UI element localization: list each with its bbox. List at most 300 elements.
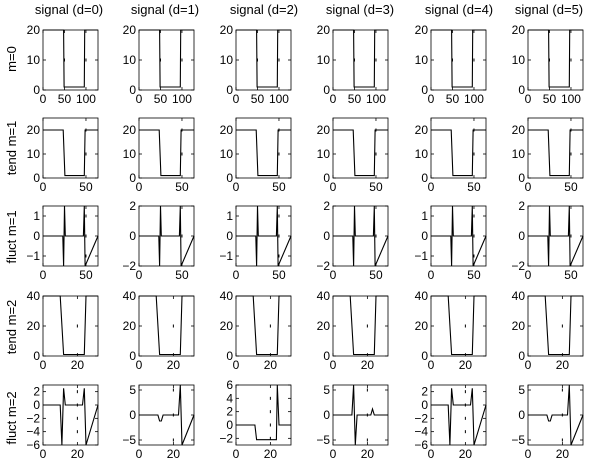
y-tick-label-r5c1-0: −6 — [26, 438, 40, 452]
series-line-r3c6 — [528, 206, 583, 266]
column-title-6: signal (d=5) — [514, 2, 584, 17]
x-tick-label-r1c2-0: 0 — [135, 92, 143, 106]
panel-r5c1 — [26, 385, 98, 461]
y-tick-label-r1c4-1: 10 — [316, 53, 330, 67]
y-tick-label-r3c5-0: −1 — [414, 249, 428, 263]
series-line-r3c4 — [333, 206, 388, 266]
series-line-r4c6 — [528, 296, 583, 355]
x-tick-label-r2c2-1: 50 — [175, 180, 189, 194]
grid-mark-r2c5 — [473, 153, 474, 156]
x-tick-label-r5c2-1: 20 — [166, 447, 181, 461]
series-line-r2c1 — [43, 130, 98, 176]
row-label-5: fluct m=2 — [4, 391, 19, 445]
panel-r2c5 — [415, 118, 486, 194]
panel-frame-r2c1 — [43, 118, 98, 178]
y-tick-label-r3c3-2: 1 — [226, 209, 233, 223]
x-tick-label-r1c3-2: 100 — [268, 92, 289, 106]
y-tick-label-r4c5-0: 0 — [421, 349, 428, 363]
grid-mark-r2c3 — [278, 153, 279, 156]
y-tick-label-r3c3-1: 0 — [226, 229, 233, 243]
series-line-r5c4 — [333, 385, 388, 445]
y-tick-label-r5c1-4: 2 — [33, 384, 40, 399]
y-tick-label-r4c4-1: 20 — [316, 319, 330, 333]
x-tick-label-r3c5-1: 50 — [467, 268, 481, 282]
panel-frame-r2c2 — [139, 118, 194, 178]
series-line-r5c2 — [139, 385, 194, 445]
y-tick-label-r1c2-0: 0 — [129, 83, 136, 97]
y-tick-label-r1c5-0: 0 — [421, 83, 428, 97]
y-tick-label-r3c5-2: 1 — [421, 209, 428, 223]
panel-frame-r4c5 — [431, 296, 486, 356]
panel-r1c5 — [415, 23, 486, 106]
x-tick-label-r4c6-1: 20 — [555, 358, 570, 372]
y-tick-label-r4c2-0: 0 — [129, 349, 136, 363]
grid-mark-r5c2 — [173, 389, 174, 392]
y-tick-label-r4c3-1: 20 — [219, 319, 233, 333]
panel-r4c3 — [220, 289, 291, 372]
x-tick-label-r3c2-1: 50 — [175, 268, 189, 282]
panel-r4c5 — [415, 289, 486, 372]
y-tick-label-r5c5-3: 0 — [421, 398, 428, 412]
x-tick-label-r4c3-0: 0 — [232, 358, 240, 372]
x-tick-label-r3c5-0: 0 — [427, 268, 435, 282]
y-tick-label-r5c5-1: −4 — [414, 424, 428, 439]
y-tick-label-r4c3-0: 0 — [226, 349, 233, 363]
series-line-r3c2 — [139, 206, 194, 266]
y-tick-label-r4c5-1: 20 — [414, 319, 428, 333]
y-tick-label-r1c1-1: 10 — [26, 53, 40, 67]
grid-mark-r4c4 — [367, 325, 368, 328]
y-tick-label-r4c6-2: 40 — [511, 289, 525, 303]
y-tick-label-r2c5-1: 10 — [414, 147, 428, 161]
y-tick-label-r1c6-1: 10 — [511, 53, 525, 67]
y-tick-label-r5c6-0: −5 — [511, 433, 525, 447]
x-tick-label-r1c1-2: 100 — [75, 92, 96, 106]
x-tick-label-r1c5-2: 100 — [463, 92, 484, 106]
series-line-r1c3 — [236, 30, 291, 87]
x-tick-label-r3c6-0: 0 — [524, 268, 532, 282]
x-tick-label-r1c2-2: 100 — [171, 92, 192, 106]
x-tick-label-r4c5-1: 20 — [458, 358, 473, 372]
panel-frame-r5c1 — [43, 385, 98, 445]
grid-mark-r3c1 — [85, 255, 86, 258]
y-tick-label-r1c5-1: 10 — [414, 53, 428, 67]
column-title-2: signal (d=1) — [130, 2, 200, 17]
panel-r1c1 — [27, 23, 98, 106]
x-tick-label-r5c4-1: 20 — [360, 447, 375, 461]
panel-r5c5 — [414, 385, 486, 461]
grid-mark-r1c4 — [375, 59, 376, 62]
panel-r3c6 — [511, 199, 583, 282]
x-tick-label-r1c6-0: 0 — [524, 92, 532, 106]
y-tick-label-r2c4-0: 0 — [323, 171, 330, 185]
y-tick-label-r1c2-2: 20 — [122, 23, 136, 37]
column-title-4: signal (d=3) — [325, 2, 395, 17]
series-line-r1c4 — [333, 30, 388, 87]
y-tick-label-r1c4-2: 20 — [316, 23, 330, 37]
y-tick-label-r2c6-1: 10 — [511, 147, 525, 161]
grid-mark-r1c2 — [181, 59, 182, 62]
y-tick-label-r3c4-0: −2 — [316, 259, 330, 273]
grid-mark-r2c4 — [375, 153, 376, 156]
y-tick-label-r4c4-2: 40 — [316, 289, 330, 303]
y-tick-label-r3c2-2: 2 — [129, 199, 136, 213]
series-line-r5c1 — [43, 388, 98, 445]
y-tick-label-r2c5-2: 20 — [414, 123, 428, 137]
series-line-r3c1 — [43, 206, 98, 266]
panel-r3c2 — [122, 199, 194, 282]
y-tick-label-r4c4-0: 0 — [323, 349, 330, 363]
y-tick-label-r2c4-1: 10 — [316, 147, 330, 161]
x-tick-label-r1c3-0: 0 — [232, 92, 240, 106]
x-tick-label-r2c1-1: 50 — [79, 180, 93, 194]
grid-mark-r1c5 — [473, 59, 474, 62]
x-tick-label-r4c1-0: 0 — [39, 358, 47, 372]
y-tick-label-r3c6-2: 2 — [518, 199, 525, 213]
y-tick-label-r5c1-3: 0 — [33, 398, 40, 412]
x-tick-label-r2c5-1: 50 — [467, 180, 481, 194]
y-tick-label-r2c5-0: 0 — [421, 171, 428, 185]
panel-r3c1 — [26, 206, 98, 282]
y-tick-label-r4c2-2: 40 — [122, 289, 136, 303]
y-tick-label-r1c3-1: 10 — [219, 53, 233, 67]
x-tick-label-r5c2-0: 0 — [135, 447, 143, 461]
series-line-r2c2 — [139, 130, 194, 176]
x-tick-label-r1c2-1: 50 — [153, 92, 168, 106]
y-tick-label-r4c6-1: 20 — [511, 319, 525, 333]
y-tick-label-r1c3-2: 20 — [219, 23, 233, 37]
x-tick-label-r5c1-0: 0 — [39, 447, 47, 461]
y-tick-label-r5c2-2: 5 — [129, 383, 136, 397]
y-tick-label-r3c6-0: −2 — [511, 259, 525, 273]
grid-mark-r5c6 — [562, 389, 563, 392]
panel-r5c4 — [316, 383, 388, 461]
panel-frame-r1c1 — [43, 30, 98, 90]
y-tick-label-r1c5-2: 20 — [414, 23, 428, 37]
x-tick-label-r5c6-1: 20 — [555, 447, 570, 461]
x-tick-label-r1c5-0: 0 — [427, 92, 435, 106]
y-tick-label-r5c3-3: 4 — [226, 391, 233, 406]
grid-mark-r5c5 — [465, 417, 466, 420]
y-tick-label-r5c3-1: 0 — [226, 418, 233, 432]
y-tick-label-r1c1-0: 0 — [33, 83, 40, 97]
y-tick-label-r2c2-0: 0 — [129, 171, 136, 185]
x-tick-label-r5c6-0: 0 — [524, 447, 532, 461]
y-tick-label-r4c3-2: 40 — [219, 289, 233, 303]
y-tick-label-r5c5-2: −2 — [414, 411, 428, 426]
grid-mark-r3c6 — [570, 235, 571, 238]
y-tick-label-r3c2-1: 0 — [129, 229, 136, 243]
x-tick-label-r4c4-1: 20 — [360, 358, 375, 372]
x-tick-label-r4c4-0: 0 — [329, 358, 337, 372]
series-line-r5c5 — [431, 388, 486, 445]
grid-mark-r1c3 — [278, 59, 279, 62]
y-tick-label-r2c1-2: 20 — [26, 123, 40, 137]
x-tick-label-r2c5-0: 0 — [427, 180, 435, 194]
x-tick-label-r4c3-1: 20 — [263, 358, 278, 372]
y-tick-label-r5c6-1: 0 — [518, 408, 525, 422]
y-tick-label-r5c6-2: 5 — [518, 383, 525, 397]
grid-mark-r5c2 — [173, 439, 174, 442]
series-line-r5c3 — [236, 385, 291, 440]
y-tick-label-r5c4-2: 5 — [323, 383, 330, 397]
x-tick-label-r3c3-1: 50 — [272, 268, 286, 282]
panel-r3c5 — [414, 206, 486, 282]
x-tick-label-r5c5-1: 20 — [458, 447, 473, 461]
y-tick-label-r5c5-0: −6 — [414, 438, 428, 452]
x-tick-label-r5c3-1: 20 — [263, 447, 278, 461]
y-tick-label-r5c3-0: −2 — [219, 431, 233, 446]
y-tick-label-r2c6-0: 0 — [518, 171, 525, 185]
x-tick-label-r5c1-1: 20 — [70, 447, 85, 461]
series-line-r3c5 — [431, 206, 486, 266]
series-line-r4c1 — [43, 296, 98, 355]
y-tick-label-r3c4-1: 0 — [323, 229, 330, 243]
x-tick-label-r2c4-1: 50 — [369, 180, 383, 194]
y-tick-label-r3c4-2: 2 — [323, 199, 330, 213]
series-line-r5c6 — [528, 385, 583, 445]
y-tick-label-r4c1-1: 20 — [26, 319, 40, 333]
series-line-r1c5 — [431, 30, 486, 87]
panel-r5c3 — [219, 378, 291, 461]
y-tick-label-r4c1-2: 40 — [26, 289, 40, 303]
panel-r5c2 — [122, 383, 194, 461]
x-tick-label-r1c3-1: 50 — [250, 92, 265, 106]
y-tick-label-r1c6-0: 0 — [518, 83, 525, 97]
panel-frame-r2c5 — [431, 118, 486, 178]
series-line-r2c6 — [528, 130, 583, 176]
grid-mark-r5c1 — [77, 417, 78, 420]
y-tick-label-r3c1-1: 0 — [33, 229, 40, 243]
x-tick-label-r4c2-0: 0 — [135, 358, 143, 372]
panel-r3c4 — [316, 199, 388, 282]
y-tick-label-r2c2-1: 10 — [122, 147, 136, 161]
row-label-2: tend m=1 — [4, 120, 19, 176]
x-tick-label-r4c5-0: 0 — [427, 358, 435, 372]
y-tick-label-r2c3-0: 0 — [226, 171, 233, 185]
panel-r2c1 — [27, 118, 98, 194]
x-tick-label-r4c2-1: 20 — [166, 358, 181, 372]
y-tick-label-r2c3-1: 10 — [219, 147, 233, 161]
panel-r1c6 — [512, 23, 583, 106]
y-tick-label-r2c4-2: 20 — [316, 123, 330, 137]
x-tick-label-r3c1-0: 0 — [39, 268, 47, 282]
y-tick-label-r1c1-2: 20 — [26, 23, 40, 37]
x-tick-label-r4c6-0: 0 — [524, 358, 532, 372]
grid-mark-r5c4 — [367, 389, 368, 392]
grid-mark-r4c1 — [77, 325, 78, 328]
grid-mark-r4c3 — [270, 325, 271, 328]
grid-mark-r3c5 — [473, 255, 474, 258]
x-tick-label-r5c5-0: 0 — [427, 447, 435, 461]
x-tick-label-r1c4-2: 100 — [365, 92, 386, 106]
x-tick-label-r1c1-1: 50 — [57, 92, 72, 106]
y-tick-label-r2c1-0: 0 — [33, 171, 40, 185]
x-tick-label-r5c3-0: 0 — [232, 447, 240, 461]
y-tick-label-r1c2-1: 10 — [122, 53, 136, 67]
y-tick-label-r4c6-0: 0 — [518, 349, 525, 363]
x-tick-label-r3c3-0: 0 — [232, 268, 240, 282]
series-line-r2c3 — [236, 130, 291, 176]
grid-mark-r3c5 — [473, 215, 474, 218]
grid-mark-r5c3 — [270, 397, 271, 400]
y-tick-label-r3c3-0: −1 — [219, 249, 233, 263]
grid-mark-r5c1 — [77, 430, 78, 433]
grid-mark-r1c6 — [570, 59, 571, 62]
panel-r2c4 — [317, 118, 388, 194]
y-tick-label-r5c1-2: −2 — [26, 411, 40, 426]
x-tick-label-r1c6-2: 100 — [560, 92, 581, 106]
panel-r2c2 — [123, 118, 194, 194]
x-tick-label-r2c6-0: 0 — [524, 180, 532, 194]
panel-r4c2 — [123, 289, 194, 372]
panel-frame-r4c6 — [528, 296, 583, 356]
x-tick-label-r2c1-0: 0 — [39, 180, 47, 194]
panel-frame-r1c2 — [139, 30, 194, 90]
y-tick-label-r2c2-2: 20 — [122, 123, 136, 137]
y-tick-label-r3c1-0: −1 — [26, 249, 40, 263]
panel-r4c1 — [27, 289, 98, 372]
panel-r1c4 — [317, 23, 388, 106]
x-tick-label-r2c4-0: 0 — [329, 180, 337, 194]
row-label-1: m=0 — [4, 46, 19, 72]
column-title-3: signal (d=2) — [229, 2, 299, 17]
panel-frame-r4c2 — [139, 296, 194, 356]
y-tick-label-r5c4-1: 0 — [323, 408, 330, 422]
panel-frame-r2c3 — [236, 118, 291, 178]
row-label-3: fluct m=1 — [4, 210, 19, 264]
grid-mark-r3c5 — [473, 235, 474, 238]
series-line-r4c4 — [333, 296, 388, 355]
series-line-r4c3 — [236, 296, 291, 355]
y-tick-label-r2c6-2: 20 — [511, 123, 525, 137]
series-line-r2c4 — [333, 130, 388, 176]
panel-r4c4 — [317, 289, 388, 372]
grid-mark-r3c3 — [278, 215, 279, 218]
grid-mark-r1c1 — [85, 59, 86, 62]
x-tick-label-r1c5-1: 50 — [445, 92, 460, 106]
panel-frame-r2c4 — [333, 118, 388, 178]
panel-r2c3 — [220, 118, 291, 194]
y-tick-label-r3c5-1: 0 — [421, 229, 428, 243]
panel-frame-r1c5 — [431, 30, 486, 90]
panel-r5c6 — [511, 383, 583, 461]
panel-frame-r4c4 — [333, 296, 388, 356]
y-tick-label-r5c3-2: 2 — [226, 404, 233, 419]
y-tick-label-r5c5-4: 2 — [421, 384, 428, 399]
y-tick-label-r3c2-0: −2 — [122, 259, 136, 273]
grid-mark-r3c2 — [181, 235, 182, 238]
series-line-r4c2 — [139, 296, 194, 355]
panel-r2c6 — [512, 118, 583, 194]
y-tick-label-r1c3-0: 0 — [226, 83, 233, 97]
y-tick-label-r4c2-1: 20 — [122, 319, 136, 333]
x-tick-label-r1c4-1: 50 — [347, 92, 362, 106]
x-tick-label-r3c1-1: 50 — [79, 268, 93, 282]
panel-r1c2 — [123, 23, 194, 106]
grid-mark-r5c5 — [465, 430, 466, 433]
x-tick-label-r1c6-1: 50 — [542, 92, 557, 106]
series-line-r2c5 — [431, 130, 486, 176]
y-tick-label-r2c3-2: 20 — [219, 123, 233, 137]
x-tick-label-r3c4-1: 50 — [369, 268, 383, 282]
column-title-5: signal (d=4) — [424, 2, 494, 17]
grid-mark-r4c2 — [173, 325, 174, 328]
y-tick-label-r1c6-2: 20 — [511, 23, 525, 37]
series-line-r4c5 — [431, 296, 486, 355]
grid-mark-r3c1 — [85, 215, 86, 218]
x-tick-label-r2c3-1: 50 — [272, 180, 286, 194]
y-tick-label-r2c1-1: 10 — [26, 147, 40, 161]
x-tick-label-r5c4-0: 0 — [329, 447, 337, 461]
grid-mark-r2c6 — [570, 153, 571, 156]
grid-mark-r2c2 — [181, 153, 182, 156]
series-line-r1c2 — [139, 30, 194, 87]
column-title-1: signal (d=0) — [34, 2, 104, 17]
x-tick-label-r2c3-0: 0 — [232, 180, 240, 194]
x-tick-label-r2c6-1: 50 — [564, 180, 578, 194]
series-line-r1c1 — [43, 30, 98, 87]
grid-mark-r5c1 — [77, 390, 78, 393]
row-label-4: tend m=2 — [4, 299, 19, 355]
y-tick-label-r1c4-0: 0 — [323, 83, 330, 97]
y-tick-label-r5c3-4: 6 — [226, 378, 233, 392]
grid-mark-r3c4 — [375, 235, 376, 238]
grid-mark-r2c1 — [85, 153, 86, 156]
y-tick-label-r5c1-1: −4 — [26, 424, 40, 439]
panel-grid — [26, 23, 583, 461]
series-line-r3c3 — [236, 206, 291, 266]
grid-mark-r5c5 — [465, 390, 466, 393]
panel-frame-r1c4 — [333, 30, 388, 90]
panel-frame-r5c5 — [431, 385, 486, 445]
x-tick-label-r1c1-0: 0 — [39, 92, 47, 106]
grid-mark-r3c3 — [278, 255, 279, 258]
grid-mark-r3c1 — [85, 235, 86, 238]
grid-mark-r5c3 — [270, 424, 271, 427]
x-tick-label-r2c2-0: 0 — [135, 180, 143, 194]
x-tick-label-r4c1-1: 20 — [70, 358, 85, 372]
y-tick-label-r5c4-0: −5 — [316, 433, 330, 447]
panel-frame-r4c3 — [236, 296, 291, 356]
panel-frame-r5c3 — [236, 385, 291, 445]
panel-r4c6 — [512, 289, 583, 372]
grid-mark-r5c6 — [562, 439, 563, 442]
grid-mark-r5c3 — [270, 410, 271, 413]
y-tick-label-r3c6-1: 0 — [518, 229, 525, 243]
x-tick-label-r1c4-0: 0 — [329, 92, 337, 106]
y-tick-label-r5c2-0: −5 — [122, 433, 136, 447]
panel-frame-r2c6 — [528, 118, 583, 178]
y-tick-label-r4c5-2: 40 — [414, 289, 428, 303]
y-tick-label-r4c1-0: 0 — [33, 349, 40, 363]
series-line-r1c6 — [528, 30, 583, 87]
panel-frame-r1c6 — [528, 30, 583, 90]
panel-r3c3 — [219, 206, 291, 282]
x-tick-label-r3c2-0: 0 — [135, 268, 143, 282]
x-tick-label-r3c6-1: 50 — [564, 268, 578, 282]
panel-frame-r4c1 — [43, 296, 98, 356]
x-tick-label-r3c4-0: 0 — [329, 268, 337, 282]
panel-r1c3 — [220, 23, 291, 106]
y-tick-label-r3c1-2: 1 — [33, 209, 40, 223]
y-tick-label-r5c2-1: 0 — [129, 408, 136, 422]
grid-mark-r3c3 — [278, 235, 279, 238]
panel-frame-r1c3 — [236, 30, 291, 90]
grid-mark-r4c5 — [465, 325, 466, 328]
grid-mark-r4c6 — [562, 325, 563, 328]
grid-mark-r5c4 — [367, 439, 368, 442]
